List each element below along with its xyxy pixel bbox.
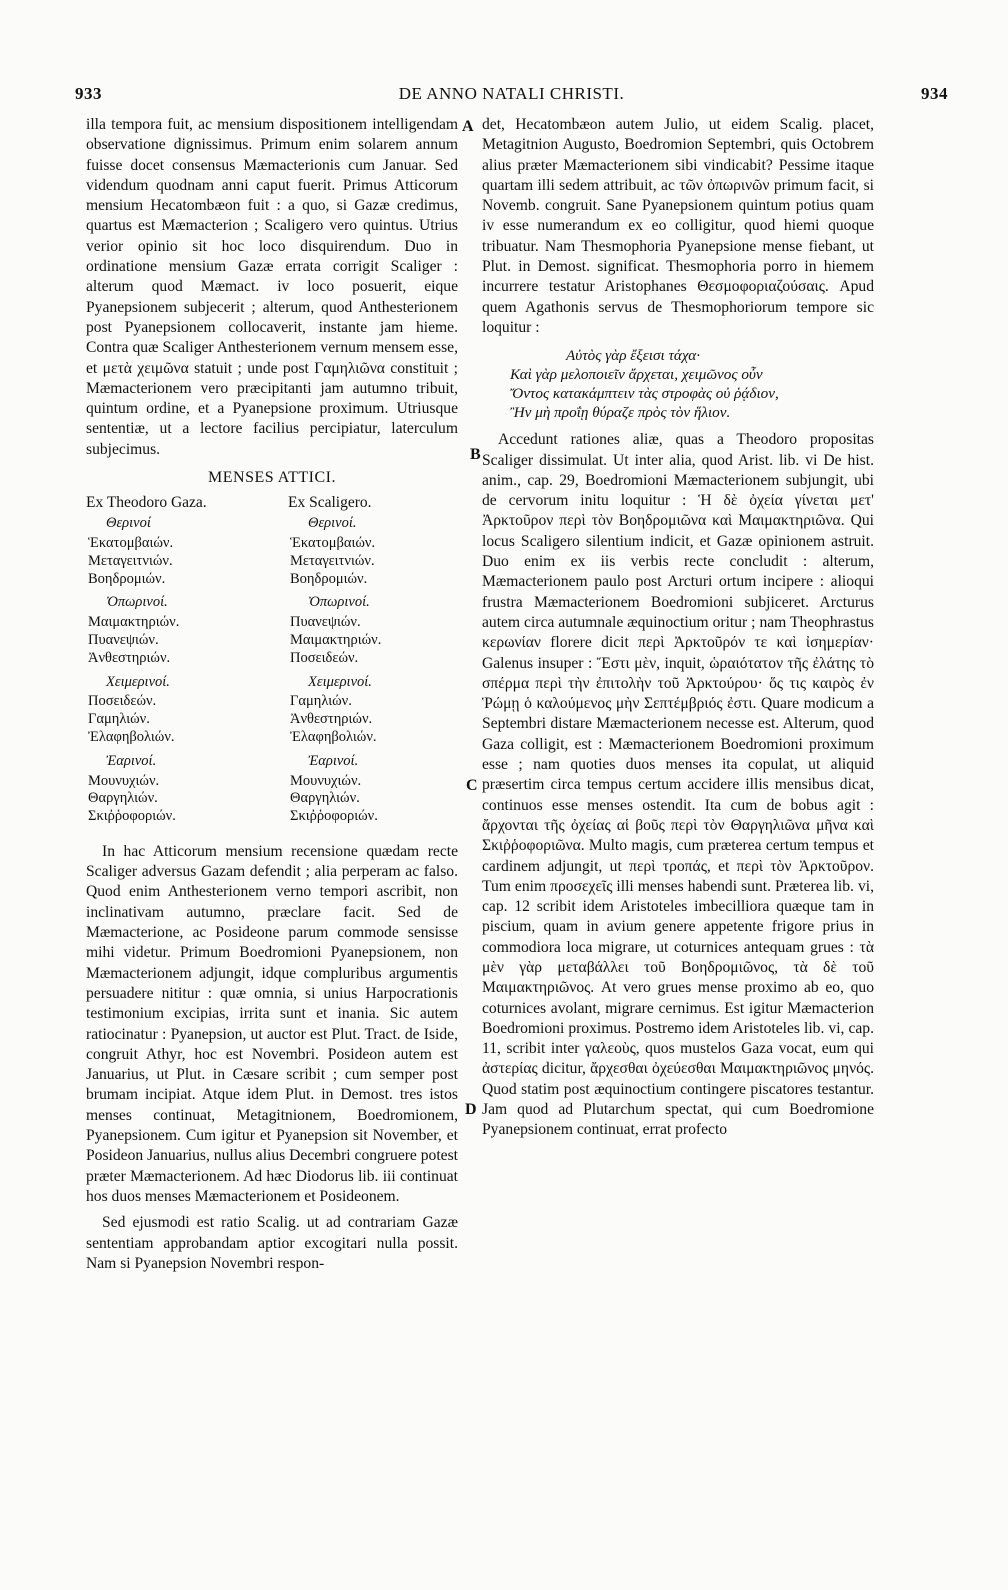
gaza-month: Ἀνθεστηριών. — [88, 649, 171, 666]
months-table-title: MENSES ATTICI. — [208, 469, 336, 487]
scaliger-column — [288, 494, 458, 832]
page-number-left: 933 — [75, 84, 102, 103]
verse-line: Ἢν μὴ προΐῃ θύραζε πρὸς τὸν ἥλιον. — [510, 404, 731, 422]
gaza-season-group — [86, 674, 254, 747]
scaliger-month: Ἀνθεστηριών. — [290, 711, 373, 728]
gaza-column-head: Ex Theodoro Gaza. — [86, 494, 207, 512]
gaza-column — [86, 494, 254, 832]
gaza-season-label: Ὀπωρινοί. — [106, 594, 168, 611]
left-paragraph-1: illa tempora fuit, ac mensium dispositionem intelligendam observatione dignissimus. Primum enim solarem annum fuisse docet consensus Mæmacterionis cum Januar. Sed videndum quodnam anni caput fuerit. Primus Atticorum mensium Hecatombæon fuit : a quo, si Gazæ credimus, quartus est Mæmacterion ; Scaligero vero quintus. Utrius verior opinio sit hoc loco disquirendum. Duo in ordinatione mensium Gazæ errata corrigit Scaliger : alterum quod Mæmact. iv loco posuerit, eique Pyanepsionem subjecerit ; alterum, quod Anthesterionem post Pyanepsionem collocaverit, instante jam hieme. Contra quæ Scaliger Anthesterionem vernum mensem esse, et μετὰ χειμῶνα statuit ; unde post Γαμηλιῶνα constituit ; Mæmacterionem vero præcipitanti jam autumno tribuit, quintum ordine, et a Pyanepsione proximum. Utriusque sententiæ, ut a lectore facilius percipiatur, laterculum subjecimus. — [86, 116, 458, 458]
gaza-season-group — [86, 753, 254, 826]
gaza-month: Ἑκατομβαιών. — [88, 534, 174, 551]
verse-line: Ὄντος κατακάμπτειν τὰς στροφὰς οὐ ῥᾴδιον, — [510, 385, 779, 403]
section-marker-a: A — [462, 118, 474, 135]
section-marker-c: C — [466, 777, 478, 794]
page-number-right: 934 — [921, 84, 948, 103]
scaliger-month: Σκιῤῥοφοριών. — [290, 808, 378, 825]
gaza-month: Μεταγειτνιών. — [88, 552, 173, 569]
scaliger-season-group — [288, 753, 458, 826]
gaza-month: Ποσειδεών. — [88, 693, 157, 710]
gaza-season-label: Θερινοί — [106, 515, 151, 532]
verse-quotation — [510, 346, 874, 422]
scaliger-season-group — [288, 515, 458, 588]
scaliger-month: Ἑκατομβαιών. — [290, 534, 376, 551]
scaliger-season-group — [288, 674, 458, 747]
gaza-season-group — [86, 515, 254, 588]
gaza-season-group — [86, 594, 254, 667]
scaliger-month: Μεταγειτνιών. — [290, 552, 375, 569]
scaliger-month: Ἐλαφηβολιών. — [290, 728, 377, 745]
right-paragraph-2: Accedunt rationes aliæ, quas a Theodoro propositas Scaliger dissimulat. Ut inter alia, quod Arist. lib. vi De hist. anim., cap. 29, Boedromioni Mæmacterionem subjungit, ubi de cervorum initu loquitur : Ἡ δὲ ὀχεία γίνεται μετ' Ἀρκτοῦρον περὶ τὸν Βοηδρομιῶνα καὶ Μαιμακτηριῶνα. Qui locus Scaligero silentium indicit, et Gazæ opinionem astruit. Duo enim ex iis verbis recte concludit : alterum, Mæmacterionem paulo post Arcturi ortum incipere : alioqui frustra Mæmacterionem Boedromioni subjiceret. Arcturus autem circa autumnale æquinoctium oritur ; nam Theophrastus κερωνίαν florere dicit περὶ Ἀρκτοῦρόν τε καὶ ἰσημερίαν· Galenus insuper : Ἔστι μὲν, inquit, ὡραιότατον τῆς ἐλάτης τὸ σπέρμα περὶ τὴν ἐπιτολὴν τοῦ Ἀρκτούρου· ὅς τις καιρὸς ἐν Ῥώμῃ ὁ καλούμενος μὴν Σεπτέμβριός ἐστι. Quare modicum a Septembri distare Mæmacterionem necesse est. Alterum, quod Gaza colligit, est : Mæmacterionem Boedromioni proximum esse ; nam quoties duos menses ita copulat, ut aliquid præsertim circa tempus certum accidere illis mensibus dicat, continuos esse menses ostendit. Ita cum de bobus agit : ἄρχονται τῆς ὀχείας αἱ βοῦς περὶ τὸν Θαργηλιῶνα μῆνα καὶ Σκιῤῥοφοριῶνα. Multo magis, cum præterea certum tempus et cardinem adjungit, ut περὶ τροπάς, et περὶ τὸν Ἀρκτοῦρον. Tum enim προσεχεῖς illi menses habendi sunt. Præterea lib. vi, cap. 12 scribit idem Aristoteles imbecilliora quæque tam in piscium, quam in avium genere appetente frigore prius in commodiora loca migrare, ut coturnices antequam grues : τὰ μὲν γὰρ μεταβάλλει τοῦ Βοηδρομιῶνος, τὰ δὲ τοῦ Μαιμακτηριῶνος. At vero grues mense proximo ab eo, quo coturnices avolant, migrare cernimus. Est igitur Mæmacterion Boedromioni proximus. Postremo idem Aristoteles lib. vi, cap. 11, scribit inter γαλεοὺς, quos mustelos Gaza vocat, eum qui ἀστερίας dicitur, ἄρχεσθαι ὀχεύεσθαι Μαιμακτηριῶνος μηνός. Quod statim post æquinoctium contingere piscatores testantur. Jam quod ad Plutarchum spectat, qui cum Boedromione Pyanepsionem continuat, errat profecto — [482, 431, 874, 1139]
scaliger-season-label: Ἐαρινοί. — [308, 752, 359, 769]
verse-line: Αὐτὸς γὰρ ἔξεισι τάχα· — [566, 347, 701, 365]
gaza-month: Ἐλαφηβολιών. — [88, 728, 175, 745]
scaliger-month: Θαργηλιών. — [290, 790, 360, 807]
scaliger-month: Γαμηλιών. — [290, 693, 352, 710]
gaza-month: Μαιμακτηριών. — [88, 614, 180, 631]
section-marker-d: D — [465, 1101, 477, 1118]
gaza-month: Πυανεψιών. — [88, 631, 159, 648]
left-column — [86, 115, 458, 1274]
section-marker-b: B — [470, 446, 481, 463]
right-column — [482, 115, 874, 1141]
gaza-month: Σκιῤῥοφοριών. — [88, 808, 176, 825]
running-title: DE ANNO NATALI CHRISTI. — [398, 84, 625, 103]
scaliger-month: Μουνυχιών. — [290, 772, 362, 789]
months-table — [86, 494, 458, 832]
gaza-month: Μουνυχιών. — [88, 772, 160, 789]
left-paragraph-2: In hac Atticorum mensium recensione quædam recte Scaliger adversus Gazam defendit ; alia perperam ac falso. Quod enim Anthesterionem verno tempori ascribit, non inclinativam autumno, præclare facit. Sed de Mæmacterione, ac Posideone parum commode sensisse mihi videtur. Primum Boedromioni Pyanepsionem, non Mæmacterionem adjungit, idque compluribus argumentis persuadere nititur : quæ omnia, si unius Harpocrationis testimonium excipias, irrita sunt et inania. Sic autem ratiocinatur : Pyanepsion, ut auctor est Plut. Tract. de Iside, congruit Athyr, hoc est Novembri. Posideon autem est Januarius, ut Plut. in Cæsare scribit ; cum semper post brumam incipiat. Atque idem Plut. in Demost. tres istos menses continuat, Metagitnionem, Boedromionem, Pyanepsionem. Cum igitur et Pyanepsion sit November, et Posideon Januarius, nullus alius Decembri congruere potest præter Mæmacterionem. Ad hæc Diodorus lib. iii continuat hos duos menses Mæmacterionem et Posideonem. — [86, 842, 459, 1205]
gaza-month: Βοηδρομιών. — [88, 570, 166, 587]
gaza-month: Θαργηλιών. — [88, 790, 158, 807]
left-paragraph-3: Sed ejusmodi est ratio Scalig. ut ad contrariam Gazæ sententiam approbandam aptior excogitari nulla possit. Nam si Pyanepsion Novembri respon- — [86, 1214, 458, 1272]
scaliger-month: Πυανεψιών. — [290, 614, 361, 631]
gaza-month: Γαμηλιών. — [88, 711, 150, 728]
gaza-season-label: Ἐαρινοί. — [106, 752, 157, 769]
running-header — [75, 84, 948, 112]
scaliger-season-label: Χειμερινοί. — [308, 673, 372, 690]
scaliger-column-head: Ex Scaligero. — [288, 494, 372, 512]
scaliger-season-group — [288, 594, 458, 667]
verse-line: Καὶ γὰρ μελοποιεῖν ἄρχεται, χειμῶνος οὖν — [510, 366, 763, 384]
scaliger-month: Βοηδρομιών. — [290, 570, 368, 587]
gaza-season-label: Χειμερινοί. — [106, 673, 170, 690]
right-paragraph-1: det, Hecatombæon autem Julio, ut eidem Scalig. placet, Metagitnion Augusto, Boedromion Septembri, quis Octobrem alius præter Mæmacterionem sibi vindicabit? Pessime itaque quartam illi sedem attribuit, ac τῶν ὀπωρινῶν primum facit, si Novemb. congruit. Sane Pyanepsionem quintum potius quam iv esse numerandum ex eo colligitur, quod hiemi quoque tribuatur. Nam Thesmophoria Pyanepsione mense fiebant, ut Plut. in Demost. significat. Thesmophoria porro in hiemem incurrere testatur Aristophanes Θεσμοφοριαζούσαις. Apud quem Agathonis servus de Thesmophoriorum tempore sic loquitur : — [482, 116, 874, 336]
scaliger-season-label: Ὀπωρινοί. — [308, 594, 370, 611]
scaliger-month: Ποσειδεών. — [290, 649, 359, 666]
scaliger-season-label: Θερινοί. — [308, 515, 357, 532]
scaliger-month: Μαιμακτηριών. — [290, 631, 382, 648]
